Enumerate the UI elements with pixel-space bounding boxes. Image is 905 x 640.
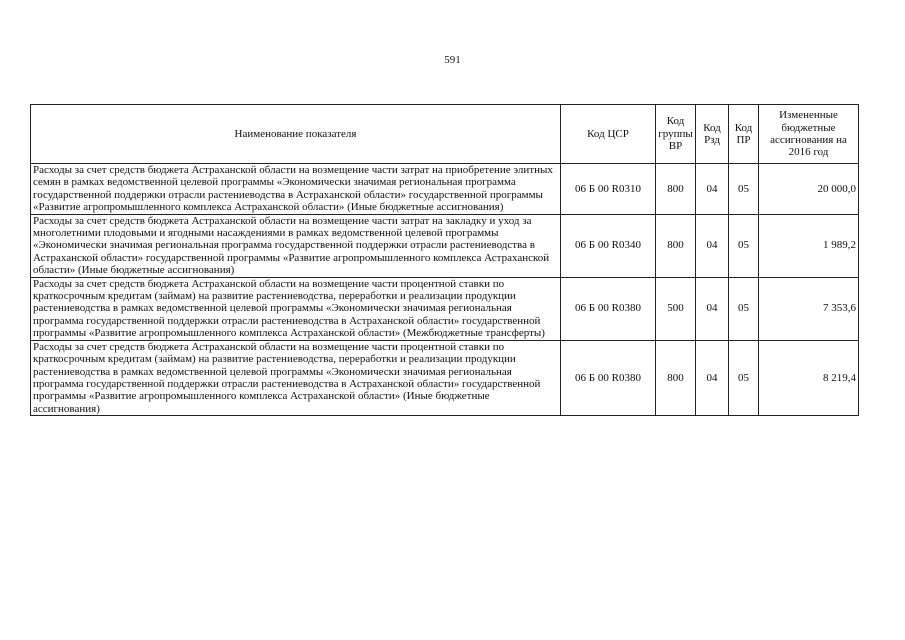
row-pr-code: 05 (729, 214, 759, 277)
row-pr-code: 05 (729, 277, 759, 340)
row-vr-code: 800 (656, 164, 696, 215)
row-vr-code: 800 (656, 214, 696, 277)
header-vr-code: Код группы ВР (656, 105, 696, 164)
row-name: Расходы за счет средств бюджета Астраханской области на возмещение части затрат на приобретение элитных семян в рамках ведомственной целевой программы «Экономически значимая региональная программа государственной поддержки отрасли растениеводства в Астраханской области» государственной программы «Развитие агропромышленного комплекса Астраханской области» (Иные бюджетные ассигнования) (31, 164, 561, 215)
table-row (31, 164, 859, 215)
row-amount: 8 219,4 (759, 340, 859, 415)
row-rzd-code: 04 (696, 214, 729, 277)
row-rzd-code: 04 (696, 340, 729, 415)
row-csr-code: 06 Б 00 R0340 (561, 214, 656, 277)
row-name: Расходы за счет средств бюджета Астраханской области на возмещение части затрат на закладку и уход за многолетними плодовыми и ягодными насаждениями в рамках ведомственной целевой программы «Экономически значимая региональная программа государственной поддержки отрасли растениеводства в Астраханской области» государственной программы «Развитие агропромышленного комплекса Астраханской области» (Иные бюджетные ассигнования) (31, 214, 561, 277)
row-amount: 20 000,0 (759, 164, 859, 215)
row-name: Расходы за счет средств бюджета Астраханской области на возмещение части процентной ставки по краткосрочным кредитам (займам) на развитие растениеводства, переработки и реализации продукции растениеводства в рамках ведомственной целевой программы «Экономически значимая региональная программа государственной поддержки отрасли растениеводства в Астраханской области» государственной программы «Развитие агропромышленного комплекса Астраханской области» (Межбюджетные трансферты) (31, 277, 561, 340)
row-csr-code: 06 Б 00 R0380 (561, 340, 656, 415)
table-row (31, 340, 859, 415)
header-csr-code: Код ЦСР (561, 105, 656, 164)
row-amount: 1 989,2 (759, 214, 859, 277)
row-csr-code: 06 Б 00 R0310 (561, 164, 656, 215)
header-name: Наименование показателя (31, 105, 561, 164)
row-amount: 7 353,6 (759, 277, 859, 340)
header-amount: Измененные бюджетные ассигнования на 2016 год (759, 105, 859, 164)
table-row (31, 277, 859, 340)
row-pr-code: 05 (729, 164, 759, 215)
row-pr-code: 05 (729, 340, 759, 415)
page-number: 591 (444, 54, 461, 66)
table-row (31, 214, 859, 277)
row-name: Расходы за счет средств бюджета Астраханской области на возмещение части процентной ставки по краткосрочным кредитам (займам) на развитие растениеводства, переработки и реализации продукции растениеводства в рамках ведомственной целевой программы «Экономически значимая региональная программа государственной поддержки отрасли растениеводства в Астраханской области» государственной программы «Развитие агропромышленного комплекса Астраханской области» (Иные бюджетные ассигнования) (31, 340, 561, 415)
header-rzd-code: Код Рзд (696, 105, 729, 164)
table-header-row (31, 105, 859, 164)
row-rzd-code: 04 (696, 164, 729, 215)
row-csr-code: 06 Б 00 R0380 (561, 277, 656, 340)
row-rzd-code: 04 (696, 277, 729, 340)
row-vr-code: 500 (656, 277, 696, 340)
budget-table (30, 104, 859, 416)
row-vr-code: 800 (656, 340, 696, 415)
header-pr-code: Код ПР (729, 105, 759, 164)
